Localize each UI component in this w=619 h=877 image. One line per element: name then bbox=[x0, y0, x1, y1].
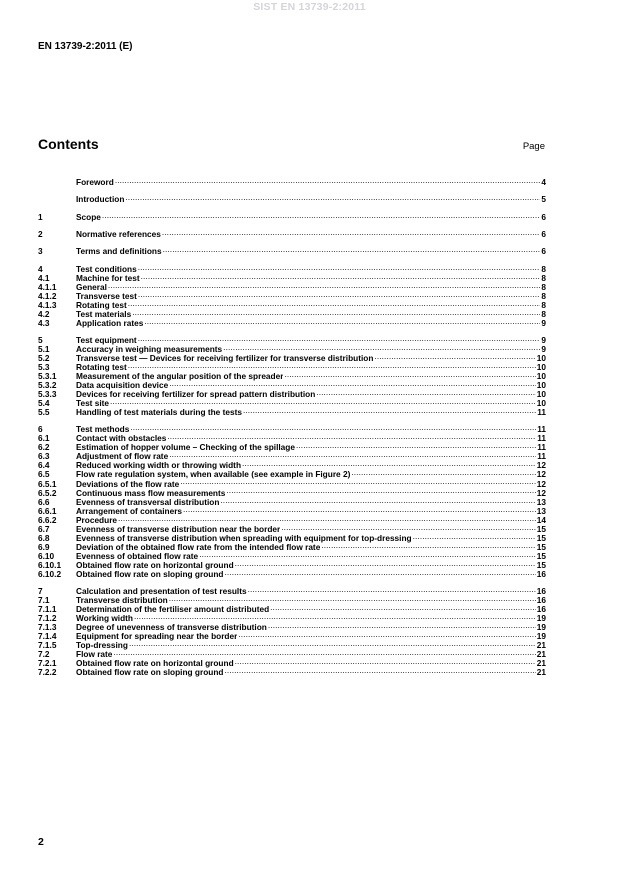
toc-dot-leader bbox=[413, 532, 536, 541]
toc-entry-page: 12 bbox=[536, 487, 546, 498]
toc-entry-title[interactable]: Accuracy in weighing measurements bbox=[76, 344, 223, 354]
toc-entry-title[interactable]: Test equipment bbox=[76, 335, 137, 345]
toc-entry-title[interactable]: Test materials bbox=[76, 309, 132, 319]
toc-entry-page: 10 bbox=[536, 398, 546, 409]
toc-entry-number: 5.4 bbox=[38, 398, 50, 409]
toc-entry[interactable] bbox=[38, 478, 546, 487]
toc-entry[interactable] bbox=[38, 245, 546, 257]
toc-entry-page: 19 bbox=[536, 613, 546, 624]
toc-entry-number: 4.1.3 bbox=[38, 299, 57, 310]
toc-entry-number: 5.2 bbox=[38, 353, 50, 363]
toc-entry[interactable] bbox=[38, 441, 546, 453]
toc-entry[interactable] bbox=[38, 550, 546, 559]
toc-entry-number: 1 bbox=[38, 211, 43, 222]
toc-entry-page: 19 bbox=[536, 631, 546, 642]
toc-dot-leader bbox=[110, 397, 536, 406]
toc-entry[interactable] bbox=[38, 514, 546, 523]
toc-dot-leader bbox=[138, 290, 540, 299]
toc-entry-number: 5.3.1 bbox=[38, 371, 57, 382]
toc-entry-page: 15 bbox=[536, 541, 546, 552]
toc-entry-number: 4.2 bbox=[38, 308, 50, 319]
toc-entry-title[interactable]: Top-dressing bbox=[76, 641, 128, 651]
toc-entry[interactable] bbox=[38, 450, 546, 462]
toc-entry[interactable] bbox=[38, 176, 546, 185]
toc-entry-title[interactable]: Normative references bbox=[76, 229, 161, 239]
toc-entry[interactable] bbox=[38, 487, 546, 496]
toc-entry-number: 6.10 bbox=[38, 550, 55, 561]
toc-dot-leader bbox=[242, 459, 536, 468]
toc-entry-title[interactable]: Procedure bbox=[76, 515, 118, 525]
toc-entry-title[interactable]: Obtained flow rate on sloping ground bbox=[76, 569, 224, 579]
toc-entry[interactable] bbox=[38, 630, 546, 642]
toc-entry-page: 11 bbox=[537, 442, 546, 453]
toc-dot-leader bbox=[169, 379, 536, 388]
toc-entry-number: 6.10.2 bbox=[38, 568, 62, 579]
toc-dot-leader bbox=[235, 657, 536, 666]
toc-entry-number: 6.6.1 bbox=[38, 505, 57, 516]
toc-entry-number: 6.9 bbox=[38, 541, 50, 552]
toc-dot-leader bbox=[132, 308, 540, 317]
toc-entry-number: 6.3 bbox=[38, 451, 50, 462]
toc-entry-title[interactable]: Flow rate bbox=[76, 650, 113, 660]
toc-dot-leader bbox=[220, 496, 535, 505]
toc-entry[interactable] bbox=[38, 666, 546, 678]
toc-dot-leader bbox=[284, 370, 535, 379]
toc-entry[interactable] bbox=[38, 423, 546, 435]
toc-entry-number: 5 bbox=[38, 334, 43, 345]
toc-dot-leader bbox=[351, 468, 535, 477]
page-title: Contents bbox=[38, 136, 99, 152]
toc-entry[interactable] bbox=[38, 532, 546, 541]
toc-entry-page: 9 bbox=[541, 343, 546, 354]
toc-entry-page: 10 bbox=[536, 362, 546, 373]
toc-entry-title[interactable]: Machine for test bbox=[76, 273, 140, 283]
toc-entry-title[interactable]: Test conditions bbox=[76, 264, 137, 274]
toc-entry-number: 3 bbox=[38, 246, 43, 257]
toc-dot-leader bbox=[134, 612, 536, 621]
toc-entry-page: 8 bbox=[541, 272, 546, 283]
toc-dot-leader bbox=[128, 299, 541, 308]
toc-entry[interactable] bbox=[38, 594, 546, 603]
toc-entry-number: 6.6 bbox=[38, 496, 50, 507]
toc-entry-number: 6.2 bbox=[38, 442, 50, 453]
toc-entry-page: 10 bbox=[536, 389, 546, 400]
toc-entry-title[interactable]: Rotating test bbox=[76, 363, 127, 373]
toc-dot-leader bbox=[169, 594, 536, 603]
toc-entry-number: 4.1 bbox=[38, 272, 50, 283]
table-of-contents bbox=[38, 176, 546, 678]
toc-dot-leader bbox=[296, 441, 536, 450]
toc-entry-page: 16 bbox=[536, 604, 546, 614]
toc-entry-number: 6.5.2 bbox=[38, 487, 57, 498]
toc-dot-leader bbox=[138, 334, 541, 343]
toc-dot-leader bbox=[226, 487, 535, 496]
toc-entry-title[interactable]: Rotating test bbox=[76, 300, 127, 310]
toc-dot-leader bbox=[225, 568, 536, 577]
toc-entry-number: 7.2.1 bbox=[38, 658, 57, 669]
toc-entry-number: 5.3 bbox=[38, 362, 50, 373]
toc-entry-page: 15 bbox=[536, 532, 546, 543]
toc-entry[interactable] bbox=[38, 228, 546, 237]
toc-spacer bbox=[38, 220, 546, 228]
toc-entry-page: 11 bbox=[537, 407, 546, 418]
toc-entry[interactable] bbox=[38, 559, 546, 568]
toc-entry-number: 5.3.3 bbox=[38, 389, 57, 400]
toc-entry-title[interactable]: Continuous mass flow measurements bbox=[76, 488, 226, 498]
toc-dot-leader bbox=[130, 423, 536, 432]
toc-dot-leader bbox=[128, 361, 536, 370]
toc-entry[interactable] bbox=[38, 361, 546, 373]
toc-entry-page: 5 bbox=[541, 194, 546, 205]
toc-entry-page: 13 bbox=[536, 496, 546, 507]
toc-dot-leader bbox=[316, 388, 535, 397]
toc-dot-leader bbox=[374, 352, 535, 361]
toc-entry[interactable] bbox=[38, 379, 546, 391]
toc-entry-title[interactable]: Deviations of the flow rate bbox=[76, 479, 180, 489]
toc-entry[interactable] bbox=[38, 523, 546, 532]
toc-entry-number: 7.2.2 bbox=[38, 667, 57, 678]
toc-entry-page: 11 bbox=[537, 424, 546, 435]
toc-entry-number: 6.10.1 bbox=[38, 559, 62, 570]
toc-entry-number: 5.3.2 bbox=[38, 380, 57, 391]
toc-entry-number: 7.1.1 bbox=[38, 604, 57, 614]
toc-entry-number: 6.6.2 bbox=[38, 514, 57, 525]
toc-entry-page: 8 bbox=[541, 263, 546, 274]
toc-entry-title[interactable]: Evenness of transversal distribution bbox=[76, 497, 220, 507]
toc-entry[interactable] bbox=[38, 459, 546, 471]
toc-entry[interactable] bbox=[38, 211, 546, 220]
toc-dot-leader bbox=[321, 541, 535, 550]
toc-entry[interactable] bbox=[38, 639, 546, 651]
toc-entry-title[interactable]: Working width bbox=[76, 614, 133, 624]
toc-entry[interactable] bbox=[38, 612, 546, 624]
toc-entry-title[interactable]: Degree of unevenness of transverse distribution bbox=[76, 623, 267, 633]
toc-entry-number: 6.7 bbox=[38, 523, 50, 534]
toc-entry-page: 12 bbox=[536, 478, 546, 489]
toc-entry[interactable] bbox=[38, 299, 546, 308]
page-column-header: Page bbox=[522, 141, 545, 152]
toc-entry[interactable] bbox=[38, 468, 546, 480]
watermark: SIST EN 13739-2:2011 bbox=[253, 1, 366, 13]
toc-entry-title[interactable]: Transverse distribution bbox=[76, 595, 168, 605]
toc-entry-number: 7 bbox=[38, 585, 43, 596]
toc-entry-number: 2 bbox=[38, 228, 43, 239]
toc-entry-title[interactable]: Introduction bbox=[76, 195, 125, 205]
toc-entry-title[interactable]: Obtained flow rate on horizontal ground bbox=[76, 560, 234, 570]
toc-dot-leader bbox=[163, 245, 541, 254]
toc-entry[interactable] bbox=[38, 648, 546, 660]
toc-entry[interactable] bbox=[38, 406, 546, 418]
toc-entry-page: 21 bbox=[536, 658, 546, 669]
toc-entry-number: 4.3 bbox=[38, 317, 50, 328]
toc-dot-leader bbox=[183, 505, 536, 514]
toc-entry-number: 7.1.3 bbox=[38, 622, 57, 633]
toc-entry-page: 8 bbox=[541, 308, 546, 319]
toc-dot-leader bbox=[169, 450, 536, 459]
toc-entry-title[interactable]: Evenness of transverse distribution near the border bbox=[76, 524, 281, 534]
toc-entry-title[interactable]: Calculation and presentation of test results bbox=[76, 586, 247, 596]
toc-dot-leader bbox=[238, 630, 535, 639]
toc-entry-page: 21 bbox=[536, 667, 546, 678]
toc-dot-leader bbox=[125, 193, 540, 202]
toc-entry[interactable] bbox=[38, 585, 546, 594]
toc-dot-leader bbox=[144, 317, 540, 326]
toc-entry-number: 7.1.2 bbox=[38, 613, 57, 624]
toc-entry-title[interactable]: Test methods bbox=[76, 425, 130, 435]
toc-entry[interactable] bbox=[38, 568, 546, 577]
toc-dot-leader bbox=[113, 648, 535, 657]
toc-entry[interactable] bbox=[38, 370, 546, 382]
toc-entry-title[interactable]: Terms and definitions bbox=[76, 247, 162, 257]
document-id: EN 13739-2:2011 (E) bbox=[38, 41, 133, 52]
toc-entry-title[interactable]: Determination of the fertiliser amount distributed bbox=[76, 605, 270, 614]
toc-entry-page: 4 bbox=[541, 177, 546, 187]
toc-entry-page: 9 bbox=[541, 317, 546, 328]
toc-entry-number: 6.1 bbox=[38, 433, 50, 444]
toc-entry[interactable] bbox=[38, 308, 546, 317]
toc-entry-title[interactable]: Estimation of hopper volume – Checking of the spillage bbox=[76, 443, 295, 453]
toc-entry[interactable] bbox=[38, 388, 546, 400]
toc-entry-title[interactable]: Data acquisition device bbox=[76, 381, 169, 391]
toc-dot-leader bbox=[167, 432, 536, 441]
toc-entry-title[interactable]: Evenness of transverse distribution when spreading with equipment for top-dressing bbox=[76, 533, 412, 543]
toc-entry-title[interactable]: Flow rate regulation system, when available (see example in Figure 2) bbox=[76, 470, 351, 480]
toc-entry[interactable] bbox=[38, 505, 546, 514]
toc-entry-page: 11 bbox=[537, 433, 546, 444]
toc-dot-leader bbox=[243, 406, 536, 415]
toc-dot-leader bbox=[102, 211, 540, 220]
toc-entry-page: 10 bbox=[536, 371, 546, 382]
toc-entry-page: 15 bbox=[536, 559, 546, 570]
toc-entry-title[interactable]: Devices for receiving fertilizer for spread pattern distribution bbox=[76, 390, 316, 400]
toc-entry-page: 12 bbox=[536, 469, 546, 480]
toc-dot-leader bbox=[281, 523, 536, 532]
toc-dot-leader bbox=[118, 514, 536, 523]
toc-entry-title[interactable]: Application rates bbox=[76, 318, 144, 328]
page-number: 2 bbox=[38, 836, 44, 848]
toc-entry[interactable] bbox=[38, 272, 546, 281]
toc-dot-leader bbox=[225, 666, 536, 675]
toc-entry[interactable] bbox=[38, 603, 546, 612]
toc-entry-title[interactable]: Arrangement of containers bbox=[76, 506, 183, 516]
toc-entry-title[interactable]: Transverse test — Devices for receiving fertilizer for transverse distribution bbox=[76, 354, 374, 363]
toc-dot-leader bbox=[248, 585, 536, 594]
toc-entry-title[interactable]: Obtained flow rate on horizontal ground bbox=[76, 659, 234, 669]
toc-entry-page: 16 bbox=[536, 594, 546, 605]
toc-entry-number: 5.5 bbox=[38, 407, 50, 418]
toc-entry-number: 7.1 bbox=[38, 594, 50, 605]
toc-entry[interactable] bbox=[38, 334, 546, 343]
toc-entry-number: 6.8 bbox=[38, 532, 50, 543]
toc-spacer bbox=[38, 185, 546, 193]
toc-entry-number: 7.1.4 bbox=[38, 631, 57, 642]
toc-dot-leader bbox=[108, 281, 540, 290]
toc-entry[interactable] bbox=[38, 193, 546, 205]
toc-entry-title[interactable]: Foreword bbox=[76, 178, 114, 187]
toc-dot-leader bbox=[129, 639, 536, 648]
toc-entry-page: 15 bbox=[536, 523, 546, 534]
toc-entry-title[interactable]: Transverse test bbox=[76, 291, 137, 301]
toc-entry-title[interactable]: Contact with obstacles bbox=[76, 434, 167, 444]
toc-entry[interactable] bbox=[38, 657, 546, 669]
toc-dot-leader bbox=[270, 603, 536, 612]
toc-entry-page: 10 bbox=[536, 353, 546, 363]
toc-entry[interactable] bbox=[38, 317, 546, 326]
toc-entry-number: 5.1 bbox=[38, 343, 50, 354]
toc-entry-page: 14 bbox=[536, 514, 546, 525]
toc-entry-title[interactable]: Reduced working width or throwing width bbox=[76, 461, 242, 471]
toc-dot-leader bbox=[199, 550, 536, 559]
toc-entry[interactable] bbox=[38, 263, 546, 272]
toc-entry[interactable] bbox=[38, 343, 546, 352]
toc-dot-leader bbox=[115, 176, 541, 185]
toc-entry-title[interactable]: Evenness of obtained flow rate bbox=[76, 551, 199, 561]
toc-entry-page: 8 bbox=[541, 299, 546, 310]
toc-entry[interactable] bbox=[38, 290, 546, 299]
toc-dot-leader bbox=[138, 263, 541, 272]
toc-entry-page: 8 bbox=[541, 290, 546, 301]
toc-entry[interactable] bbox=[38, 397, 546, 409]
toc-entry-number: 4.1.1 bbox=[38, 281, 57, 292]
toc-entry-page: 6 bbox=[541, 211, 546, 222]
toc-entry[interactable] bbox=[38, 621, 546, 633]
toc-dot-leader bbox=[162, 228, 541, 237]
toc-entry-number: 7.1.5 bbox=[38, 640, 57, 651]
toc-entry-page: 16 bbox=[536, 585, 546, 596]
toc-entry[interactable] bbox=[38, 541, 546, 550]
toc-entry-page: 15 bbox=[536, 550, 546, 561]
toc-entry-page: 16 bbox=[536, 568, 546, 579]
toc-entry-title[interactable]: Handling of test materials during the tests bbox=[76, 408, 242, 418]
toc-entry[interactable] bbox=[38, 281, 546, 290]
toc-entry[interactable] bbox=[38, 432, 546, 444]
toc-dot-leader bbox=[180, 478, 536, 487]
toc-entry-page: 9 bbox=[541, 334, 546, 345]
toc-entry-number: 4 bbox=[38, 263, 43, 274]
toc-entry-page: 8 bbox=[541, 281, 546, 292]
toc-entry-page: 6 bbox=[541, 228, 546, 239]
toc-entry[interactable] bbox=[38, 496, 546, 505]
toc-entry-number: 6.4 bbox=[38, 460, 50, 471]
toc-entry-number: 6.5 bbox=[38, 469, 50, 480]
toc-entry-title[interactable]: Obtained flow rate on sloping ground bbox=[76, 668, 224, 678]
toc-entry-title[interactable]: General bbox=[76, 282, 107, 292]
toc-entry-number: 7.2 bbox=[38, 649, 50, 660]
toc-entry-page: 12 bbox=[536, 460, 546, 471]
toc-entry-page: 19 bbox=[536, 622, 546, 633]
toc-dot-leader bbox=[235, 559, 536, 568]
toc-dot-leader bbox=[268, 621, 536, 630]
toc-entry-page: 13 bbox=[536, 505, 546, 516]
toc-dot-leader bbox=[141, 272, 541, 281]
toc-entry-number: 4.1.2 bbox=[38, 290, 57, 301]
toc-entry-title[interactable]: Adjustment of flow rate bbox=[76, 452, 169, 462]
toc-entry[interactable] bbox=[38, 352, 546, 361]
toc-entry-page: 21 bbox=[536, 640, 546, 651]
toc-dot-leader bbox=[223, 343, 540, 352]
toc-entry-page: 10 bbox=[536, 380, 546, 391]
toc-entry-title[interactable]: Equipment for spreading near the border bbox=[76, 632, 238, 642]
toc-entry-page: 21 bbox=[536, 649, 546, 660]
toc-entry-title[interactable]: Scope bbox=[76, 212, 101, 222]
toc-entry-title[interactable]: Test site bbox=[76, 399, 110, 409]
toc-entry-page: 6 bbox=[541, 246, 546, 257]
toc-entry-title[interactable]: Deviation of the obtained flow rate from the intended flow rate bbox=[76, 542, 321, 552]
toc-entry-number: 6.5.1 bbox=[38, 478, 57, 489]
toc-entry-page: 11 bbox=[537, 451, 546, 462]
toc-entry-title[interactable]: Measurement of the angular position of the spreader bbox=[76, 372, 284, 382]
toc-entry-number: 6 bbox=[38, 424, 43, 435]
